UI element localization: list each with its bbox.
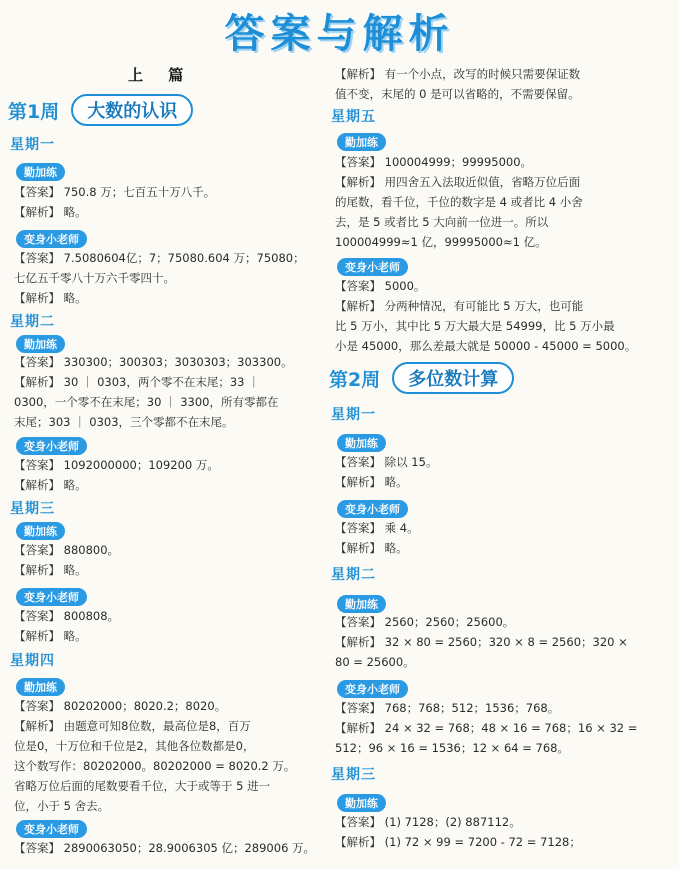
text-line: 【答案】 1092000000；109200 万。: [14, 458, 219, 472]
day-heading: 星期一: [10, 137, 55, 153]
week-label: 第1周: [8, 100, 60, 123]
text-line: 【答案】 750.8 万；七百五十万八千。: [14, 185, 216, 199]
text-line: 小是 45000，那么差最大就是 50000 - 45000 = 5000。: [335, 339, 637, 353]
text-line: 【解析】 略。: [14, 205, 87, 219]
week-1-header: [8, 94, 193, 126]
volume-label: 上 篇: [128, 66, 194, 84]
day-heading: 星期三: [10, 501, 55, 517]
text-line: 值不变，末尾的 0 是可以省略的，不需要保留。: [335, 87, 580, 101]
text-line: 省略万位后面的尾数要看千位，大于或等于 5 进一: [14, 779, 271, 793]
day-heading: 星期四: [10, 653, 55, 669]
section-tag: 变身小老师: [16, 588, 87, 606]
day-heading: 星期一: [331, 407, 376, 423]
text-line: 512；96 × 16 = 1536；12 × 64 = 768。: [335, 741, 569, 755]
section-tag: 变身小老师: [337, 500, 408, 518]
text-line: 100004999≈1 亿，99995000≈1 亿。: [335, 235, 547, 249]
text-line: 去，是 5 或者比 5 大向前一位进一。所以: [335, 215, 549, 229]
section-tag: 勤加练: [337, 595, 386, 613]
text-line: 【答案】 2890063050；28.9006305 亿；289006 万。: [14, 841, 316, 855]
section-tag: 变身小老师: [16, 230, 87, 248]
section-tag: 变身小老师: [337, 680, 408, 698]
text-line: 【解析】 24 × 32 = 768；48 × 16 = 768；16 × 32 =: [335, 721, 638, 735]
page-title: 答案与解析: [224, 11, 455, 57]
section-tag: 勤加练: [16, 335, 65, 353]
section-tag: 勤加练: [16, 678, 65, 696]
text-line: 【解析】 分两种情况，有可能比 5 万大，也可能: [335, 299, 584, 313]
section-tag: 勤加练: [16, 163, 65, 181]
section-tag: 变身小老师: [16, 437, 87, 455]
text-line: 的尾数，看千位，千位的数字是 4 或者比 4 小舍: [335, 195, 583, 209]
text-line: 【答案】 乘 4。: [335, 521, 419, 535]
text-line: 80 = 25600。: [335, 655, 415, 669]
text-line: 【答案】 880800。: [14, 543, 120, 557]
day-heading: 星期二: [10, 314, 55, 330]
text-line: 比 5 万小，其中比 5 万大最大是 54999，比 5 万小最: [335, 319, 615, 333]
text-line: 【答案】 80202000；8020.2；8020。: [14, 699, 227, 713]
week-label: 第2周: [329, 368, 381, 391]
text-line: 【解析】 30 ｜ 0303，两个零不在末尾；33 ｜: [14, 375, 260, 389]
text-line: 【答案】 330300；300303；3030303；303300。: [14, 355, 293, 369]
text-line: 【解析】 略。: [335, 475, 408, 489]
section-tag: 勤加练: [337, 794, 386, 812]
week-topic: 大数的认识: [71, 94, 193, 126]
text-line: 【答案】 2560；2560；25600。: [335, 615, 515, 629]
section-tag: 勤加练: [16, 522, 65, 540]
week-topic: 多位数计算: [392, 362, 514, 394]
text-line: 【答案】 5000。: [335, 279, 426, 293]
text-line: 【解析】 略。: [14, 478, 87, 492]
day-heading: 星期五: [331, 109, 376, 125]
text-line: 位，小于 5 舍去。: [14, 799, 110, 813]
section-tag: 勤加练: [337, 434, 386, 452]
day-heading: 星期三: [331, 767, 376, 783]
text-line: 末尾；303 ｜ 0303，三个零都不在末尾。: [14, 415, 234, 429]
text-line: 【解析】 32 × 80 = 2560；320 × 8 = 2560；320 ×: [335, 635, 628, 649]
text-line: 位是0，十万位和千位是2，其他各位数都是0，: [14, 739, 255, 753]
text-line: 这个数写作：80202000。80202000 = 8020.2 万。: [14, 759, 296, 773]
text-line: 【答案】 (1) 7128；(2) 887112。: [335, 815, 521, 829]
day-heading: 星期二: [331, 567, 376, 583]
text-line: 0300，一个零不在末尾；30 ｜ 3300，所有零都在: [14, 395, 279, 409]
text-line: 【答案】 100004999；99995000。: [335, 155, 533, 169]
text-line: 【解析】 由题意可知8位数，最高位是8，百万: [14, 719, 251, 733]
text-line: 【解析】 用四舍五入法取近似值，省略万位后面: [335, 175, 581, 189]
section-tag: 勤加练: [337, 133, 386, 151]
text-line: 【解析】 略。: [14, 629, 87, 643]
text-line: 七亿五千零八十万六千零四十。: [14, 271, 175, 285]
text-line: 【答案】 768；768；512；1536；768。: [335, 701, 560, 715]
text-line: 【答案】 除以 15。: [335, 455, 438, 469]
text-line: 【解析】 略。: [335, 541, 408, 555]
text-line: 【解析】 略。: [14, 563, 87, 577]
text-line: 【答案】 800808。: [14, 609, 120, 623]
section-tag: 变身小老师: [337, 258, 408, 276]
text-line: 【解析】 有一个小点，改写的时候只需要保证数: [335, 67, 581, 81]
text-line: 【解析】 (1) 72 × 99 = 7200 - 72 = 7128；: [335, 835, 581, 849]
week-2-header: [329, 362, 514, 394]
section-tag: 变身小老师: [16, 820, 87, 838]
text-line: 【答案】 7.5080604亿；7；75080.604 万；75080；: [14, 251, 305, 265]
text-line: 【解析】 略。: [14, 291, 87, 305]
